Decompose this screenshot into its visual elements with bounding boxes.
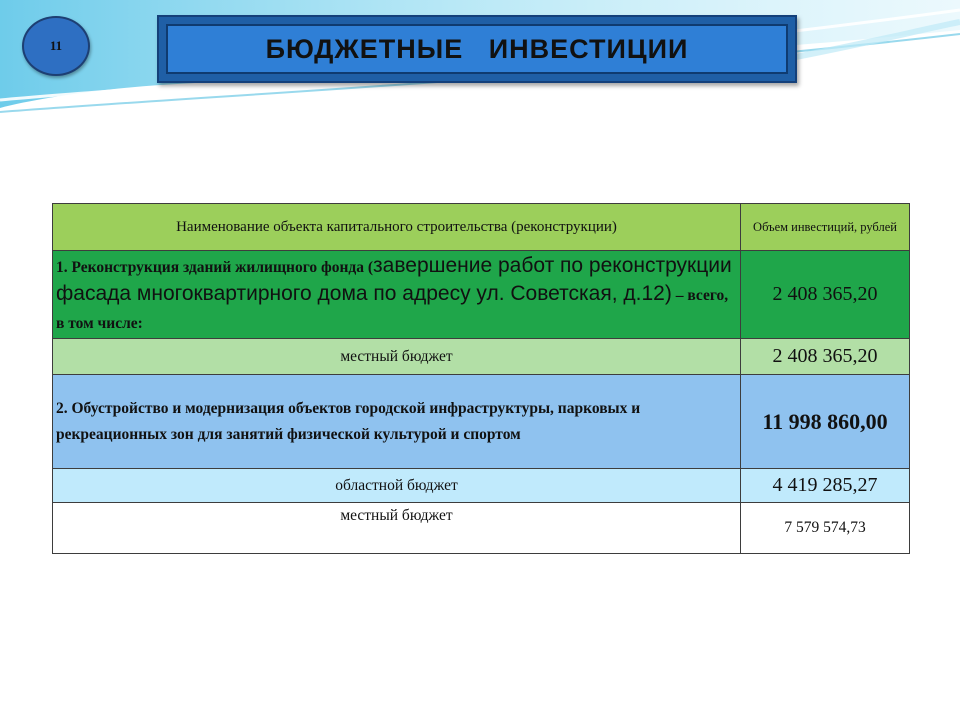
table-row-item2-local <box>53 503 910 554</box>
item1-name-bold-start: 1. Реконструкция зданий жилищного фонда ( <box>56 258 374 276</box>
table-header-row <box>53 204 910 251</box>
title-banner <box>157 15 797 83</box>
item1-local-name-cell: местный бюджет <box>53 339 741 375</box>
header-value-cell: Объем инвестиций, рублей <box>741 204 910 251</box>
item2-regional-value-cell: 4 419 285,27 <box>741 469 910 503</box>
header-name-cell: Наименование объекта капитального строительства (реконструкции) <box>53 204 741 251</box>
table-row-item1-local <box>53 339 910 375</box>
item1-value-cell: 2 408 365,20 <box>741 251 910 339</box>
item2-local-name-cell: местный бюджет <box>53 503 741 554</box>
item2-local-value-cell: 7 579 574,73 <box>741 503 910 554</box>
title-inner-frame <box>166 24 788 74</box>
table-row-item1 <box>53 251 910 339</box>
item2-name-cell: 2. Обустройство и модернизация объектов городской инфраструктуры, парковых и рекреационных зон для занятий физической культурой и спортом <box>53 375 741 469</box>
item1-name-bold-end: – всего, в том числе: <box>56 286 729 332</box>
item1-name-regular: завершение работ по реконструкции фасада многоквартирного дома по адресу ул. Советская, д.12) <box>56 253 732 305</box>
table-row-item2-regional <box>53 469 910 503</box>
item2-value-cell: 11 998 860,00 <box>741 375 910 469</box>
slide-number: 11 <box>49 38 63 53</box>
item2-regional-name-cell: областной бюджет <box>53 469 741 503</box>
item1-local-value-cell: 2 408 365,20 <box>741 339 910 375</box>
slide-title: БЮДЖЕТНЫЕ ИНВЕСТИЦИИ <box>265 33 689 64</box>
investment-table <box>52 203 910 554</box>
slide-number-badge <box>22 16 90 76</box>
item1-name-cell <box>53 251 741 339</box>
table-row-item2 <box>53 375 910 469</box>
